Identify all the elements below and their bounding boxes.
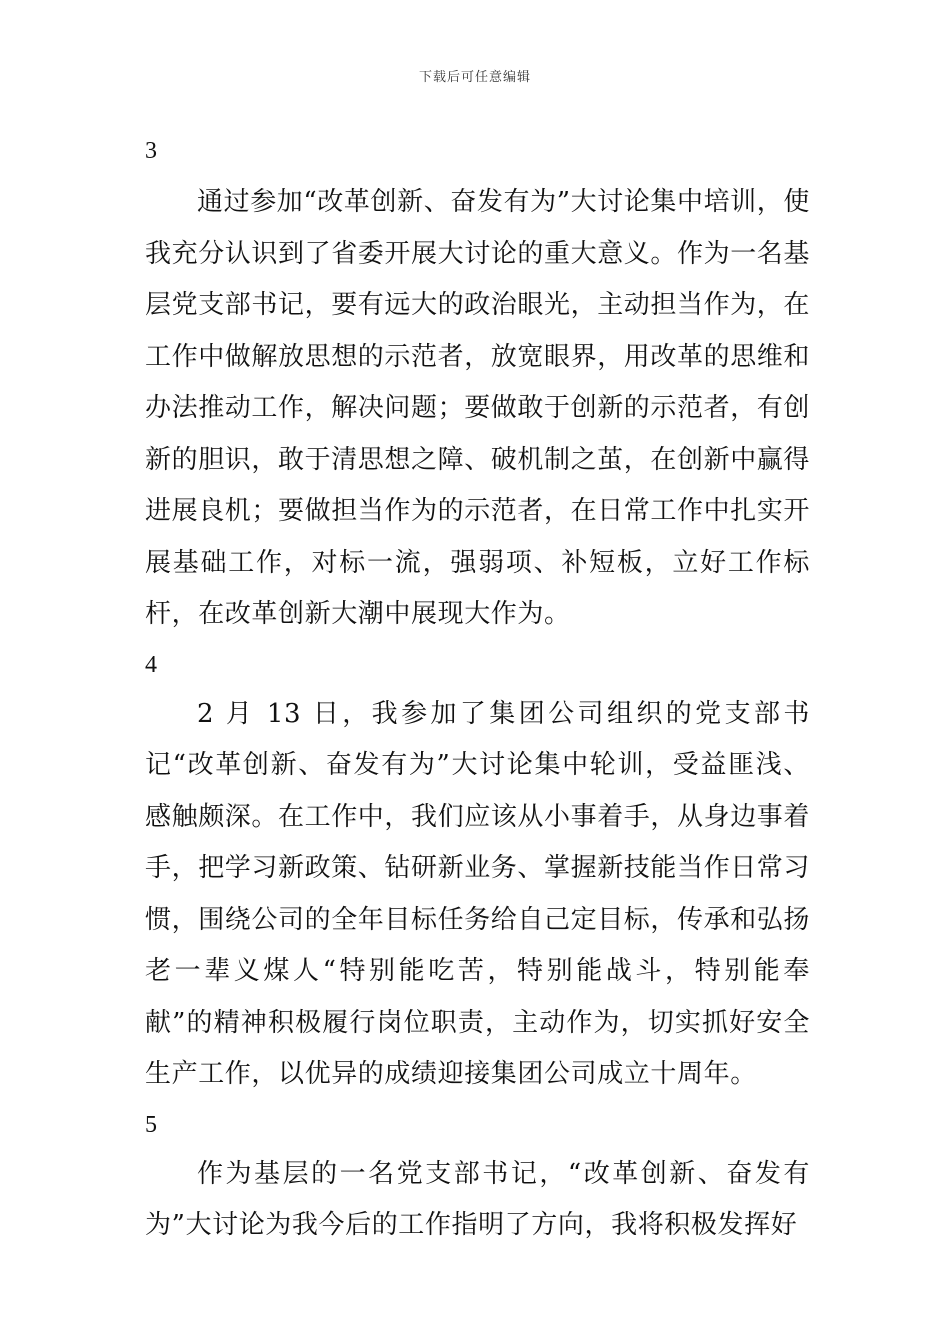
section-number: 4	[145, 651, 157, 678]
section-5	[145, 1101, 810, 1252]
section-number: 5	[145, 1111, 157, 1138]
section-3	[145, 127, 810, 641]
section-4	[145, 641, 810, 1101]
section-number: 3	[145, 138, 157, 164]
paragraph: 2 月 13 日，我参加了集团公司组织的党支部书记“改革创新、奋发有为”大讨论集中轮训，受益匪浅、感触颇深。在工作中，我们应该从小事着手，从身边事着手，把学习新政策、钻研新业务、掌握新技能当作日常习惯，围绕公司的全年目标任务给自己定目标，传承和弘扬老一辈义煤人“特别能吃苦，特别能战斗，特别能奉献”的精神积极履行岗位职责，主动作为，切实抓好安全生产工作，以优异的成绩迎接集团公司成立十周年。	[145, 698, 811, 1089]
document-body	[145, 127, 810, 1252]
paragraph: 作为基层的一名党支部书记，“改革创新、奋发有为”大讨论为我今后的工作指明了方向，我将积极发挥好	[145, 1158, 810, 1240]
header-note: 下载后可任意编辑	[418, 70, 531, 85]
paragraph: 通过参加“改革创新、奋发有为”大讨论集中培训，使我充分认识到了省委开展大讨论的重大意义。作为一名基层党支部书记，要有远大的政治眼光，主动担当作为，在工作中做解放思想的示范者，放宽眼界，用改革的思维和办法推动工作，解决问题；要做敢于创新的示范者，有创新的胆识，敢于清思想之障、破机制之茧，在创新中赢得进展良机；要做担当作为的示范者，在日常工作中扎实开展基础工作，对标一流，强弱项、补短板，立好工作标杆，在改革创新大潮中展现大作为。	[145, 187, 811, 629]
